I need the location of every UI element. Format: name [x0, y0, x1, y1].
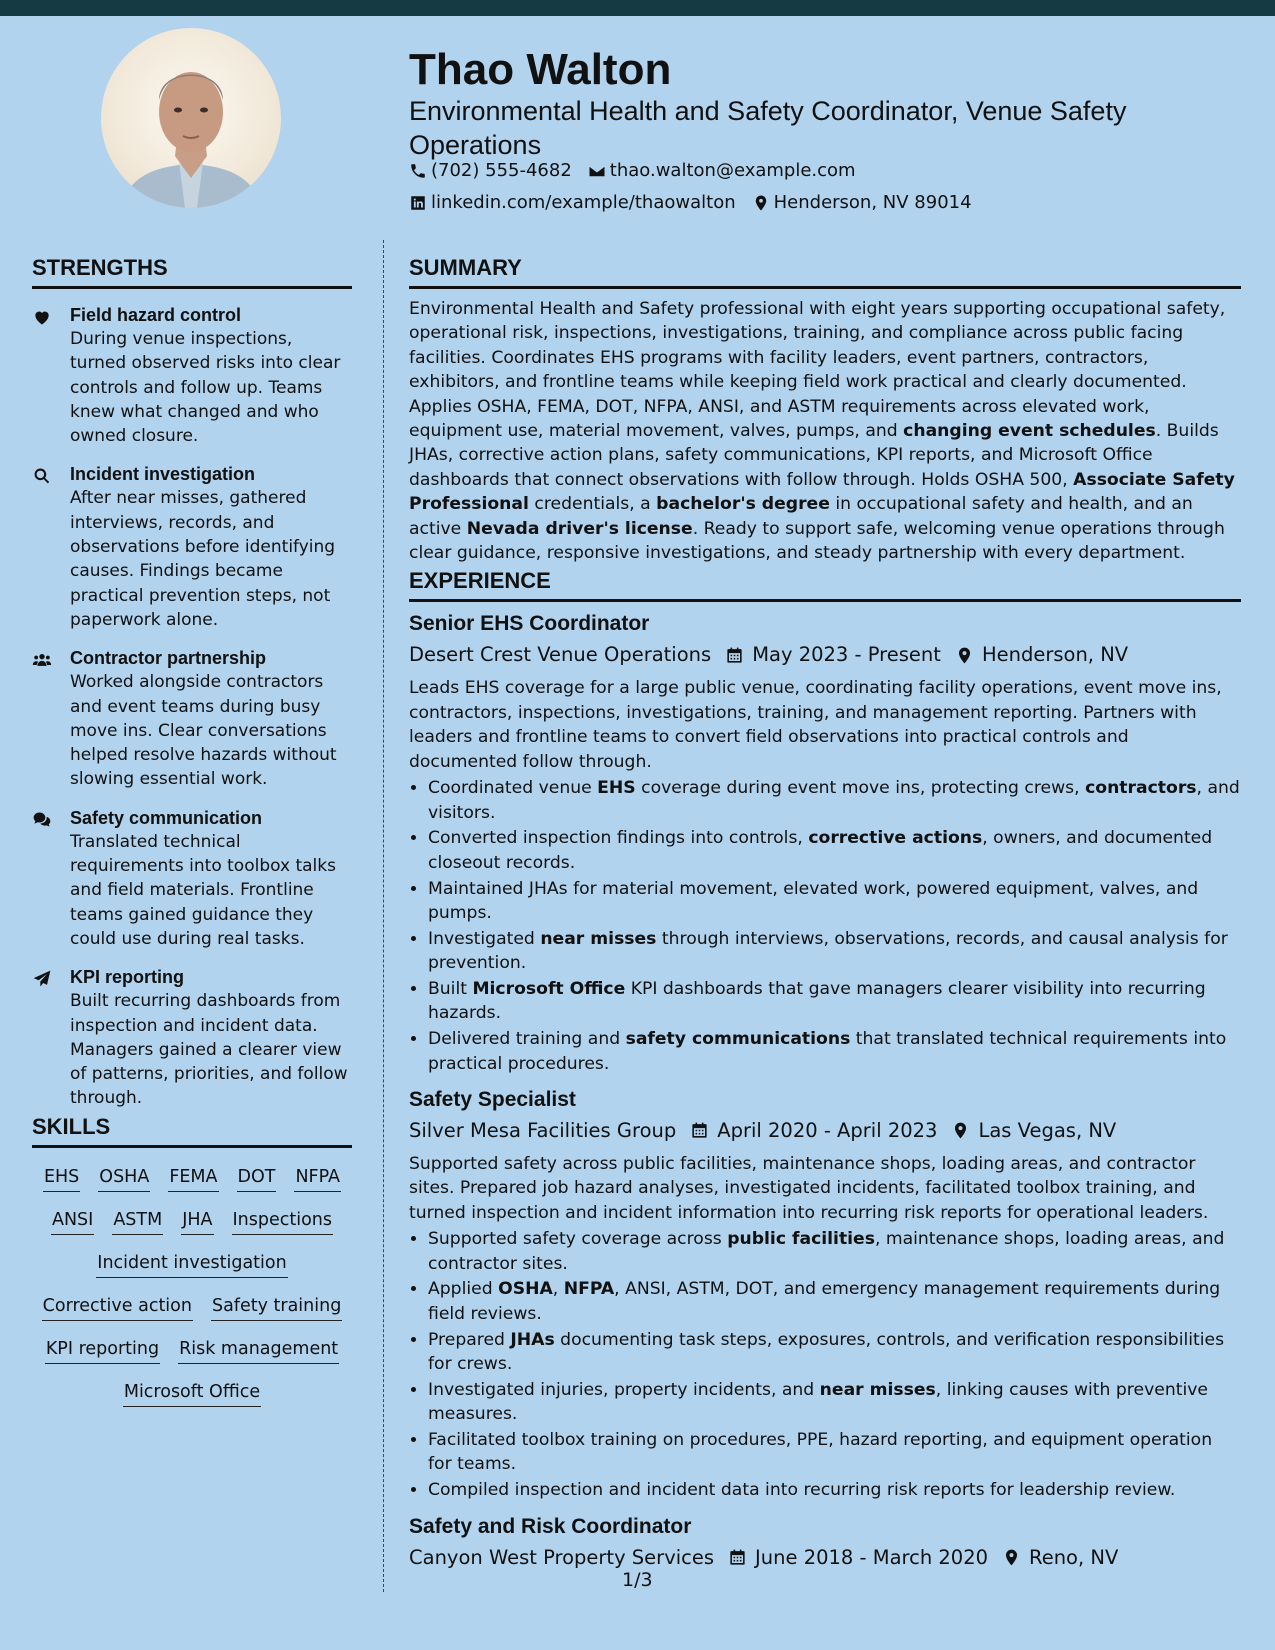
candidate-name: Thao Walton: [409, 45, 672, 94]
text-segment: that translated technical requirements into practical procedures.: [428, 1029, 1227, 1074]
bold-text: Associate Safety Professional: [409, 469, 1235, 515]
bullet-item: [428, 1277, 1241, 1326]
text-segment: coverage during event move ins, protecting crews,: [635, 778, 1086, 799]
bold-text: contractors: [1085, 778, 1197, 799]
job-entry: [409, 1086, 1241, 1503]
strength-title: Contractor partnership: [70, 648, 267, 669]
bold-text: corrective actions: [808, 828, 983, 849]
job-title: Safety and Risk Coordinator: [409, 1514, 692, 1538]
text-segment: Coordinated venue: [428, 778, 598, 799]
bold-text: Microsoft Office: [472, 978, 626, 999]
bullet-item: [428, 1478, 1241, 1502]
job-title: Senior EHS Coordinator: [409, 612, 650, 636]
phone-text[interactable]: (702) 555-4682: [431, 160, 572, 181]
bullet-item: [428, 877, 1241, 926]
contact-linkedin: [409, 191, 736, 215]
skills-heading: SKILLS: [32, 1111, 352, 1148]
paper-plane-icon: [32, 969, 52, 989]
strength-item: [32, 806, 352, 951]
skill-tag: EHS: [43, 1164, 80, 1192]
skill-tag: ASTM: [112, 1207, 163, 1235]
job-company: Silver Mesa Facilities Group: [409, 1118, 677, 1142]
email-link[interactable]: thao.walton@example.com: [609, 160, 856, 181]
phone-icon: [409, 162, 427, 180]
candidate-title: Environmental Health and Safety Coordinator, Venue Safety Operations: [409, 96, 1127, 160]
strength-item: [32, 965, 352, 1110]
strength-title: Incident investigation: [70, 464, 256, 485]
text-segment: Investigated injuries, property incidents, and: [428, 1379, 820, 1400]
text-segment: credentials, a: [528, 494, 657, 515]
map-pin-icon: [955, 646, 974, 665]
skill-tag: KPI reporting: [45, 1336, 160, 1364]
column-divider: [383, 240, 384, 1592]
skill-tag: Microsoft Office: [123, 1379, 261, 1407]
summary-heading: SUMMARY: [409, 252, 1241, 289]
job-dates: May 2023 - Present: [752, 643, 941, 667]
skill-tag: NFPA: [294, 1164, 341, 1192]
bullet-item: [428, 776, 1241, 825]
job-entry: [409, 610, 1241, 1075]
skill-tag: DOT: [237, 1164, 277, 1192]
text-segment: Prepared: [428, 1329, 511, 1350]
text-segment: documenting task steps, exposures, controls, and verification responsibilities for crews.: [428, 1329, 1225, 1374]
bold-text: EHS: [597, 778, 636, 799]
job-location: Henderson, NV: [981, 643, 1129, 667]
calendar-icon: [725, 646, 744, 665]
text-segment: Supported safety coverage across: [428, 1229, 728, 1250]
job-dates: June 2018 - March 2020: [755, 1545, 989, 1569]
map-pin-icon: [951, 1121, 970, 1140]
text-segment: , linking causes with preventive measures.: [428, 1379, 1208, 1425]
left-column: [32, 252, 352, 1407]
strength-item: [32, 462, 352, 632]
strength-description: Built recurring dashboards from inspection and incident data. Managers gained a clearer view of patterns, priorities, and follow through.: [70, 991, 348, 1109]
skills-list: [32, 1164, 352, 1407]
experience-heading: EXPERIENCE: [409, 565, 1241, 602]
contact-row-secondary: [409, 191, 972, 215]
contact-location: [752, 191, 972, 215]
job-bullets: [409, 1227, 1241, 1502]
skill-tag: Corrective action: [42, 1293, 193, 1321]
text-segment: ,: [552, 1279, 564, 1300]
comments-icon: [32, 810, 52, 830]
text-segment: Applied: [428, 1279, 499, 1300]
bold-text: safety communications: [625, 1029, 851, 1050]
skill-tag: OSHA: [98, 1164, 150, 1192]
text-segment: , owners, and documented closeout records.: [428, 828, 1213, 873]
strength-title: Safety communication: [70, 807, 263, 828]
text-segment: Converted inspection findings into controls,: [428, 828, 809, 849]
job-description: Leads EHS coverage for a large public venue, coordinating facility operations, event move ins, contractors, inspections, investigations, training, and management reporting. Partners with leaders and frontline teams to convert field observations into practical controls and documented follow through.: [409, 678, 1222, 772]
job-location: Reno, NV: [1029, 1545, 1119, 1569]
contact-row-primary: [409, 159, 856, 183]
skill-tag: Inspections: [232, 1207, 334, 1235]
job-description: Supported safety across public facilities, maintenance shops, loading areas, and contractor sites. Prepared job hazard analyses, investigated incidents, facilitated toolbox training, and turned inspection and incident information into recurring risk reports for operational leaders.: [409, 1153, 1209, 1223]
contact-email: [588, 159, 856, 183]
top-accent-bar: [0, 0, 1275, 16]
text-segment: . Builds JHAs, corrective action plans, safety communications, KPI reports, and Microsoft Office dashboards that connect observations with follow through. Holds OSHA 500,: [409, 421, 1219, 490]
users-icon: [32, 650, 52, 670]
bold-text: changing event schedules: [903, 421, 1156, 442]
job-company: Canyon West Property Services: [409, 1545, 715, 1569]
skill-tag: Safety training: [211, 1293, 342, 1321]
page-number: 1/3: [622, 1569, 653, 1591]
text-segment: KPI dashboards that gave managers clearer visibility into recurring hazards.: [428, 978, 1206, 1024]
job-company: Desert Crest Venue Operations: [409, 643, 712, 667]
job-entry: [409, 1513, 1241, 1573]
text-segment: Environmental Health and Safety professional with eight years supporting occupational safety, operational risk, inspections, investigations, training, and compliance across public facing facilities. Coordinates EHS programs with facility leaders, event partners, contractors, exhibitors, and frontline teams while keeping field work practical and clearly documented. Applies OSHA, FEMA, DOT, NFPA, ANSI, and ASTM requirements across elevated work, equipment use, material movement, valves, pumps, and: [409, 299, 1226, 442]
bullet-item: [428, 1027, 1241, 1076]
job-dates: April 2020 - April 2023: [717, 1118, 938, 1142]
bullet-item: [428, 826, 1241, 875]
profile-photo: [101, 28, 281, 208]
text-segment: in occupational safety and health, and an active: [409, 494, 1193, 539]
strength-title: Field hazard control: [70, 305, 242, 325]
location-text: Henderson, NV 89014: [773, 192, 972, 213]
text-segment: , ANSI, ASTM, DOT, and emergency management requirements during field reviews.: [428, 1279, 1221, 1324]
right-column: [409, 252, 1241, 1573]
bold-text: NFPA: [563, 1279, 615, 1300]
bullet-item: [428, 927, 1241, 976]
skill-tag: FEMA: [168, 1164, 218, 1192]
strength-description: After near misses, gathered interviews, records, and observations before identifying causes. Findings became practical prevention steps, not paperwork alone.: [70, 488, 336, 630]
text-segment: Maintained JHAs for material movement, elevated work, powered equipment, valves, and pumps.: [428, 878, 1199, 923]
bullet-item: [428, 1378, 1241, 1427]
skill-tag: ANSI: [51, 1207, 94, 1235]
bullet-item: [428, 1227, 1241, 1276]
calendar-icon: [728, 1548, 747, 1567]
text-segment: , and visitors.: [428, 778, 1240, 823]
linkedin-link[interactable]: linkedin.com/example/thaowalton: [431, 192, 736, 213]
bold-text: public facilities: [727, 1229, 875, 1250]
skill-tag: Risk management: [178, 1336, 339, 1364]
strengths-heading: STRENGTHS: [32, 252, 352, 289]
job-meta: [409, 1543, 1241, 1573]
bold-text: OSHA: [498, 1279, 553, 1300]
bullet-item: [428, 1328, 1241, 1377]
text-segment: Facilitated toolbox training on procedures, PPE, hazard reporting, and equipment operation for teams.: [428, 1429, 1213, 1475]
bold-text: near misses: [540, 928, 657, 949]
text-segment: , maintenance shops, loading areas, and contractor sites.: [428, 1229, 1225, 1274]
text-segment: Delivered training and: [428, 1029, 626, 1050]
job-bullets: [409, 776, 1241, 1076]
strength-item: [32, 303, 352, 448]
bold-text: JHAs: [510, 1329, 555, 1350]
envelope-icon: [588, 162, 606, 180]
strength-description: During venue inspections, turned observed risks into clear controls and follow up. Teams knew what changed and who owned closure.: [70, 329, 341, 447]
job-meta: [409, 1116, 1241, 1146]
skill-tag: Incident investigation: [96, 1250, 287, 1278]
profile-photo-portrait: [101, 28, 281, 208]
search-icon: [32, 466, 52, 486]
strength-description: Translated technical requirements into toolbox talks and field materials. Frontline teams gained guidance they could use during real tasks.: [70, 831, 336, 949]
bullet-item: [428, 977, 1241, 1026]
strength-title: KPI reporting: [70, 967, 185, 988]
strength-item: [32, 646, 352, 791]
heart-icon: [32, 307, 52, 327]
text-segment: Built: [428, 978, 473, 999]
bullet-item: [428, 1428, 1241, 1477]
linkedin-icon: [409, 194, 427, 212]
contact-phone: [409, 159, 572, 183]
map-pin-icon: [752, 194, 770, 212]
summary-text: [409, 297, 1241, 565]
bold-text: near misses: [819, 1379, 936, 1400]
bold-text: Nevada driver's license: [466, 518, 693, 539]
text-segment: through interviews, observations, records, and causal analysis for prevention.: [428, 928, 1228, 974]
bold-text: bachelor's degree: [656, 494, 830, 515]
strength-description: Worked alongside contractors and event teams during busy move ins. Clear conversations helped resolve hazards without slowing essential work.: [70, 672, 337, 790]
text-segment: . Ready to support safe, welcoming venue operations through clear guidance, responsive investigations, and steady partnership with every department.: [409, 518, 1225, 564]
map-pin-icon: [1002, 1548, 1021, 1567]
job-location: Las Vegas, NV: [978, 1118, 1117, 1142]
skill-tag: JHA: [181, 1207, 213, 1235]
text-segment: Compiled inspection and incident data into recurring risk reports for leadership review.: [428, 1480, 1176, 1501]
job-meta: [409, 640, 1241, 670]
job-title: Safety Specialist: [409, 1087, 576, 1111]
calendar-icon: [690, 1121, 709, 1140]
text-segment: Investigated: [428, 928, 541, 949]
